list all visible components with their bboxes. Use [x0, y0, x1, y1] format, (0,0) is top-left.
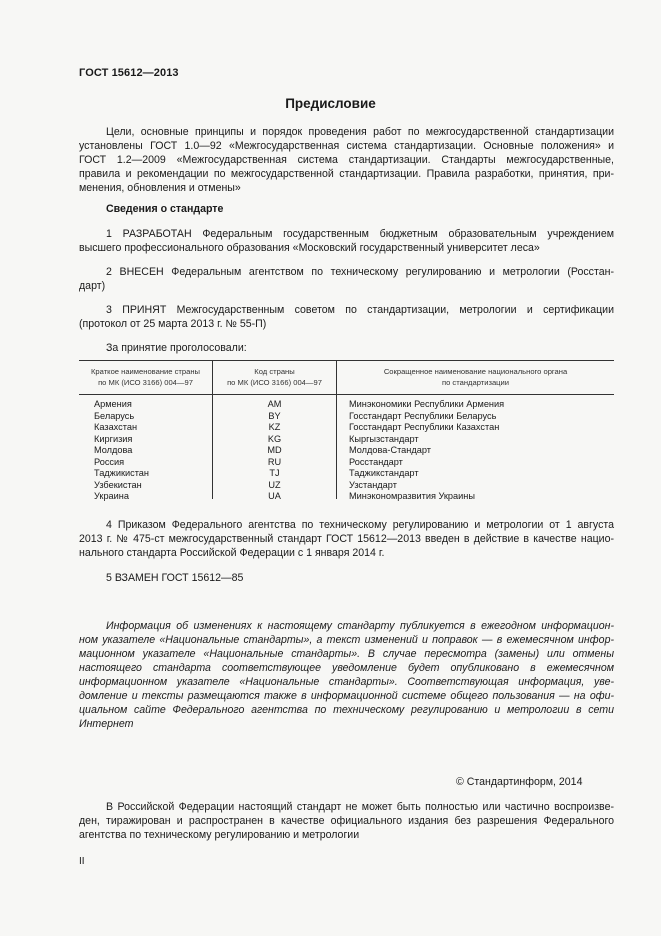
table-header-body: Сокращенное наименование национального органа по стандартизации [383, 367, 568, 387]
text-line: ном указателе «Национальные стандарты», а текст изменений и поправок — в ежемесячном инфор- [79, 634, 614, 646]
text-line: агентства по техническому регулированию и метрологии [79, 829, 360, 841]
table-cell: Киргизия [94, 433, 133, 444]
table-header-code: Код страны по МК (ИСО 3166) 004—97 [227, 367, 322, 387]
table-cell: BY [268, 410, 281, 421]
table-cell: UZ [268, 479, 281, 490]
text-line: правила и рекомендации по межгосударственной стандартизации. Правила разработки, принятия, при- [79, 168, 614, 180]
table-cell: Армения [94, 399, 132, 409]
text-line: Цели, основные принципы и порядок проведения работ по межгосударственной стандартизации [106, 126, 614, 138]
table-cell: Росстандарт [349, 456, 403, 467]
page-number: II [79, 856, 85, 867]
table-cell: Украина [94, 491, 129, 501]
page-title: Предисловие [285, 96, 376, 111]
table-cell: Минэкономики Республики Армения [349, 399, 505, 409]
code-column [213, 399, 336, 503]
text-line: 3 ПРИНЯТ Межгосударственным советом по стандартизации, метрологии и сертификации [106, 304, 614, 316]
item-3 [79, 303, 614, 331]
reproduction-notice [79, 800, 614, 842]
table-border-top [79, 360, 614, 361]
text-line: домление и тексты размещаются также в информационной системе общего пользования — на офи- [79, 690, 614, 702]
table-cell: Узстандарт [349, 479, 397, 490]
table-cell: Таджикстандарт [349, 468, 419, 478]
text-line: В Российской Федерации настоящий стандарт не может быть полностью или частично воспроизве- [106, 801, 614, 813]
text-line: мационном указателе «Национальные стандарты». В случае пересмотра (замены) или отмены [79, 648, 614, 660]
voting-table [79, 360, 614, 499]
table-cell: AM [267, 399, 282, 409]
text-line: информационном указателе «Национальные стандарты». Соответствующая информация, уве- [79, 676, 614, 688]
table-cell: Госстандарт Республики Казахстан [349, 422, 500, 432]
text-line: нального стандарта Российской Федерации с 1 января 2014 г. [79, 547, 385, 559]
text-line: настоящего стандарта соответствующее уведомление будет опубликовано в ежемесячном [79, 662, 614, 674]
table-cell: KG [267, 433, 282, 444]
copyright-notice: © Стандартинформ, 2014 [456, 776, 583, 788]
document-header: ГОСТ 15612—2013 [79, 67, 179, 79]
table-cell: Казахстан [94, 422, 138, 432]
table-cell: Россия [94, 456, 125, 467]
item-4 [79, 518, 614, 560]
table-header-country: Краткое наименование страны по МК (ИСО 3166) 004—97 [91, 367, 200, 387]
text-line: установлены ГОСТ 1.0—92 «Межгосударственная система стандартизации. Основные положения» и [79, 140, 614, 152]
table-cell: RU [267, 456, 282, 467]
text-line: 1 РАЗРАБОТАН Федеральным государственным бюджетным образовательным учреждением [106, 228, 614, 240]
country-column [94, 399, 209, 503]
text-line: высшего профессионального образования «Московский государственный университет леса» [79, 242, 540, 254]
info-paragraph [79, 619, 614, 731]
table-cell: Минэкономразвития Украины [349, 491, 475, 501]
text-line: (протокол от 25 марта 2013 г. № 55-П) [79, 318, 267, 330]
table-header-divider [79, 394, 614, 395]
table-cell: Молдова-Стандарт [349, 445, 431, 455]
text-line: 2 ВНЕСЕН Федеральным агентством по техническому регулированию и метрологии (Росстан- [106, 266, 614, 278]
item-2 [79, 265, 614, 293]
text-line: ден, тиражирован и распространен в качестве официального издания без разрешения Федерального [79, 815, 614, 827]
text-line: Интернет [79, 718, 134, 730]
text-line: менения, обновления и отмены» [79, 182, 241, 194]
text-line: 4 Приказом Федерального агентства по техническому регулированию и метрологии от 1 августа [106, 519, 614, 531]
section-heading: Сведения о стандарте [106, 203, 224, 215]
text-line: 2013 г. № 475-ст межгосударственный стандарт ГОСТ 15612—2013 введен в действие в качестве нацио- [79, 533, 614, 545]
table-cell: MD [267, 445, 282, 455]
table-cell: Узбекистан [94, 479, 142, 490]
item-1 [79, 227, 614, 255]
text-line: циальном сайте Федерального агентства по техническому регулированию и метрологии в сети [79, 704, 614, 716]
item-5: 5 ВЗАМЕН ГОСТ 15612—85 [106, 572, 244, 584]
table-cell: Молдова [94, 445, 133, 455]
text-line: ГОСТ 1.2—2009 «Межгосударственная система стандартизации. Стандарты межгосударственные, [79, 154, 614, 166]
text-line: Информация об изменениях к настоящему стандарту публикуется в ежегодном информацион- [106, 620, 614, 632]
table-cell: Госстандарт Республики Беларусь [349, 410, 497, 421]
table-cell: Беларусь [94, 410, 135, 421]
table-cell: KZ [268, 422, 281, 432]
vote-label: За принятие проголосовали: [106, 342, 247, 354]
table-cell: UA [268, 491, 281, 501]
table-cell: Таджикистан [94, 468, 149, 478]
intro-paragraph [79, 125, 614, 195]
text-line: дарт) [79, 280, 106, 292]
table-cell: TJ [269, 468, 280, 478]
table-cell: Кыргызстандарт [349, 433, 419, 444]
body-column [349, 399, 609, 503]
